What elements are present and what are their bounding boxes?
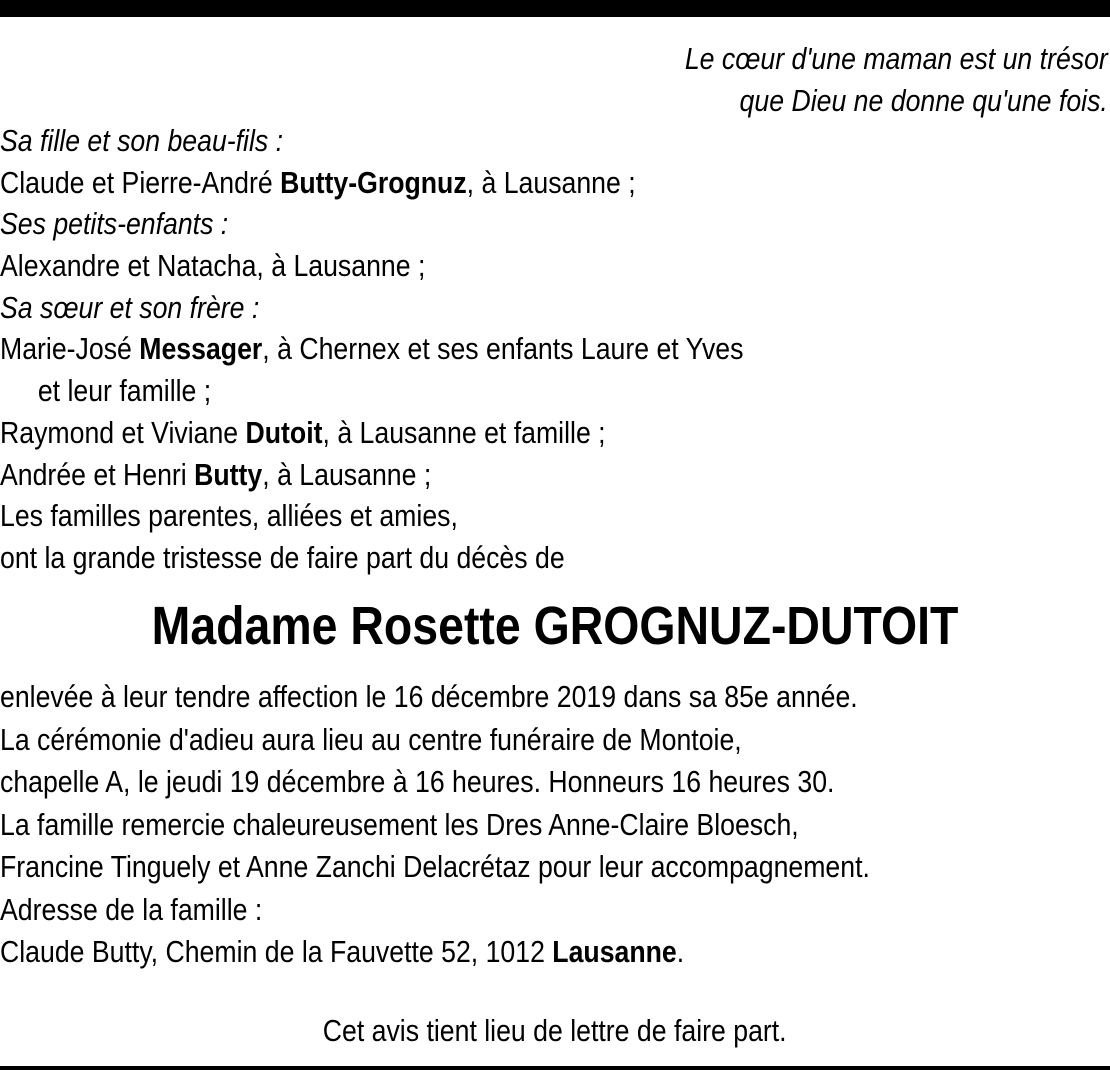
brother-suffix: , à Lausanne et famille ; — [322, 414, 606, 450]
epigraph-line: que Dieu ne donne qu'une fois. — [739, 83, 1108, 118]
bottom-rule — [0, 1066, 1110, 1070]
body-line: La cérémonie d'adieu aura lieu au centre funéraire de Montoie, — [0, 721, 742, 757]
daughter-line — [0, 162, 743, 204]
brother-surname: Dutoit — [245, 414, 323, 450]
body-line: enlevée à leur tendre affection le 16 décembre 2019 dans sa 85e année. — [0, 679, 858, 714]
sister-line — [0, 328, 743, 370]
address-line — [0, 931, 870, 974]
body-line: Adresse de la famille : — [0, 891, 263, 927]
body-line: Francine Tinguely et Anne Zanchi Delacrétaz pour leur accompagnement. — [0, 849, 870, 884]
address-prefix: Claude Butty, Chemin de la Fauvette 52, 1012 — [0, 934, 553, 969]
brother-line — [0, 412, 743, 454]
sister-continuation: et leur famille ; — [37, 373, 212, 409]
daughter-suffix: , à Lausanne ; — [466, 164, 636, 200]
address-suffix: . — [676, 934, 685, 969]
closing-text: Cet avis tient lieu de lettre de faire part. — [323, 1013, 787, 1048]
daughter-heading: Sa fille et son beau-fils : — [0, 123, 284, 158]
relative-surname: Butty — [194, 456, 263, 492]
daughter-prefix: Claude et Pierre-André — [0, 164, 281, 200]
body-line: chapelle A, le jeudi 19 décembre à 16 heures. Honneurs 16 heures 30. — [0, 764, 835, 799]
epigraph-quote — [685, 38, 1108, 122]
epigraph-line: Le cœur d'une maman est un trésor — [685, 41, 1108, 76]
relative-prefix: Andrée et Henri — [0, 456, 195, 492]
sister-suffix: , à Chernex et ses enfants Laure et Yves — [262, 331, 744, 367]
deceased-name — [0, 588, 1110, 664]
families-line: Les familles parentes, alliées et amies, — [0, 498, 458, 534]
sister-prefix: Marie-José — [0, 331, 140, 367]
announcement-line: ont la grande tristesse de faire part du décès de — [0, 539, 565, 575]
notice-body — [0, 676, 870, 974]
sister-surname: Messager — [139, 331, 263, 367]
grandchildren-heading: Ses petits-enfants : — [0, 206, 229, 242]
relative-line — [0, 454, 743, 496]
family-list — [0, 120, 743, 579]
daughter-surname: Butty-Grognuz — [280, 164, 467, 200]
siblings-heading: Sa sœur et son frère : — [0, 289, 260, 325]
deceased-name-text: Madame Rosette GROGNUZ-DUTOIT — [151, 596, 959, 656]
body-line: La famille remercie chaleureusement les Dres Anne-Claire Bloesch, — [0, 806, 799, 842]
address-city: Lausanne — [552, 934, 677, 969]
relative-suffix: , à Lausanne ; — [262, 456, 432, 492]
closing-note — [0, 1010, 1110, 1052]
grandchildren-line: Alexandre et Natacha, à Lausanne ; — [0, 248, 426, 284]
top-rule — [0, 0, 1110, 17]
brother-prefix: Raymond et Viviane — [0, 414, 246, 450]
